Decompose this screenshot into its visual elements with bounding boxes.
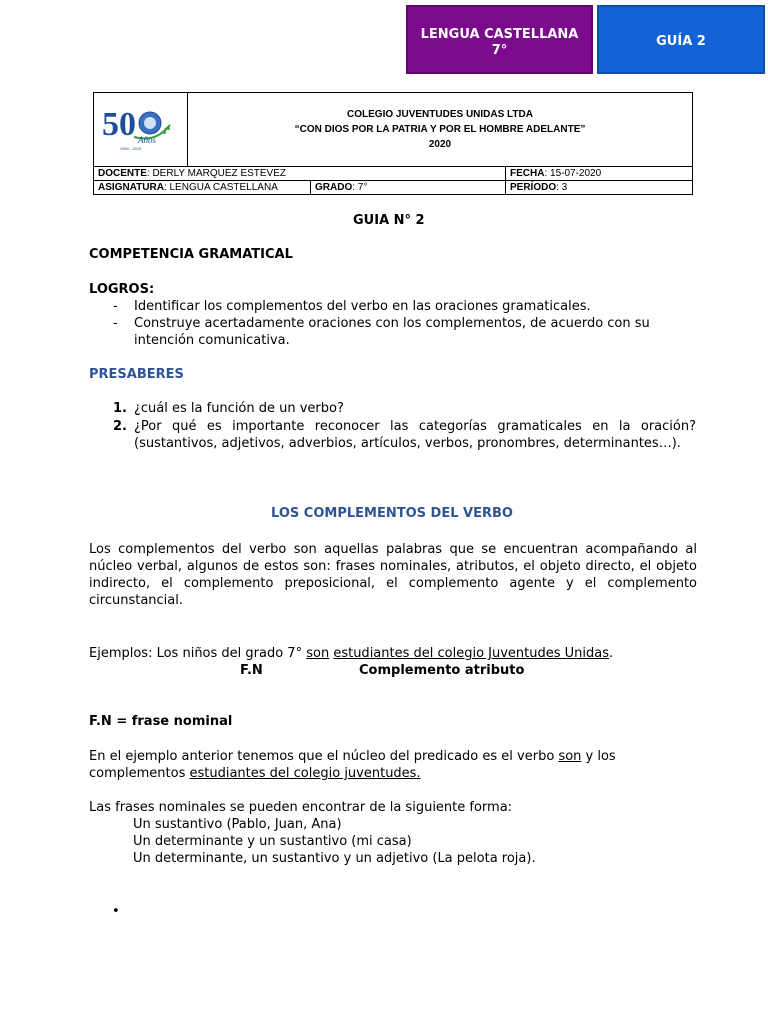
logro-item-1: Identificar los complementos del verbo en las oraciones gramaticales. [134, 299, 591, 314]
header-table [93, 92, 693, 195]
logro-dash-2: - [113, 316, 118, 331]
grado-label: GRADO [315, 182, 353, 193]
subject-tab [406, 5, 593, 74]
presaber-item-1: ¿cuál es la función de un verbo? [134, 401, 344, 416]
school-motto: “CON DIOS POR LA PATRIA Y POR EL HOMBRE ADELANTE” [294, 124, 586, 135]
fecha-label: FECHA [510, 168, 545, 179]
form-item-2: Un determinante y un sustantivo (mi casa) [133, 834, 412, 849]
explanation-part2: y los complementos [89, 749, 616, 781]
logro-item-2: Construye acertadamente oraciones con los complementos, de acuerdo con su intención comunicativa. [134, 316, 650, 348]
fn-definition: F.N = frase nominal [89, 714, 233, 729]
logo-cell [94, 93, 188, 167]
guide-title: GUIA N° 2 [353, 213, 425, 228]
school-year: 2020 [428, 139, 452, 150]
docente-value: : DERLY MARQUEZ ESTEVEZ [146, 168, 287, 179]
school-info-cell [188, 93, 693, 167]
docente-cell [94, 167, 506, 181]
logro-dash-1: - [113, 299, 118, 314]
subject-tab-line2: 7° [491, 43, 508, 58]
asignatura-value: : LENGUA CASTELLANA [163, 182, 278, 193]
presaber-item-2: ¿Por qué es importante reconocer las categorías gramaticales en la oración? (sustantivos, adjetivos, adverbios, artículos, verbos, pronombres, determinantes…). [134, 419, 696, 451]
example-sentence [89, 645, 613, 662]
form-item-1: Un sustantivo (Pablo, Juan, Ana) [133, 817, 342, 832]
logros-heading: LOGROS: [89, 282, 155, 297]
subject-tab-line1: LENGUA CASTELLANA [420, 27, 579, 42]
logo-years: 1969 - 2019 [120, 146, 142, 151]
explanation-paragraph [89, 748, 697, 782]
periodo-value: : 3 [556, 182, 568, 193]
logo-number: 50 [102, 106, 136, 143]
logo-text: Años [138, 135, 156, 145]
periodo-label: PERÍODO [510, 182, 557, 193]
periodo-cell [506, 181, 693, 195]
example-verb: son [306, 646, 330, 661]
asignatura-cell [94, 181, 311, 195]
example-label-atributo: Complemento atributo [359, 663, 525, 678]
example-end: . [609, 646, 614, 661]
presaberes-heading: PRESABERES [89, 367, 184, 382]
example-label-fn: F.N [240, 663, 263, 678]
forms-intro: Las frases nominales se pueden encontrar de la siguiente forma: [89, 800, 513, 815]
explanation-verb: son [558, 749, 582, 764]
example-prefix: Ejemplos: Los niños del grado 7° [89, 646, 307, 661]
section-title: LOS COMPLEMENTOS DEL VERBO [271, 506, 513, 521]
grado-value: : 7° [352, 182, 368, 193]
grado-cell [311, 181, 506, 195]
competencia-heading: COMPETENCIA GRAMATICAL [89, 247, 293, 262]
fecha-value: : 15-07-2020 [544, 168, 602, 179]
empty-bullet: • [112, 904, 120, 919]
guide-tab-label: GUÍA 2 [656, 34, 706, 49]
intro-paragraph: Los complementos del verbo son aquellas palabras que se encuentran acompañando al núcleo verbal, algunos de estos son: frases nominales, atributos, el objeto directo, el objeto indirecto, el complemento preposicional, el complemento agente y el complemento circunstancial. [89, 542, 697, 608]
form-item-3: Un determinante, un sustantivo y un adjetivo (La pelota roja). [133, 851, 536, 866]
explanation-complement: estudiantes del colegio juventudes. [189, 766, 421, 781]
asignatura-label: ASIGNATURA [98, 182, 164, 193]
fecha-cell [506, 167, 693, 181]
presaber-number-1: 1. [113, 401, 127, 416]
example-complement: estudiantes del colegio Juventudes Unidas [333, 646, 610, 661]
school-name: COLEGIO JUVENTUDES UNIDAS LTDA [347, 109, 533, 120]
explanation-part1: En el ejemplo anterior tenemos que el núcleo del predicado es el verbo [89, 749, 559, 764]
docente-label: DOCENTE [98, 168, 147, 179]
school-logo-icon [94, 93, 187, 163]
presaber-number-2: 2. [113, 419, 127, 434]
guide-tab [597, 5, 765, 74]
